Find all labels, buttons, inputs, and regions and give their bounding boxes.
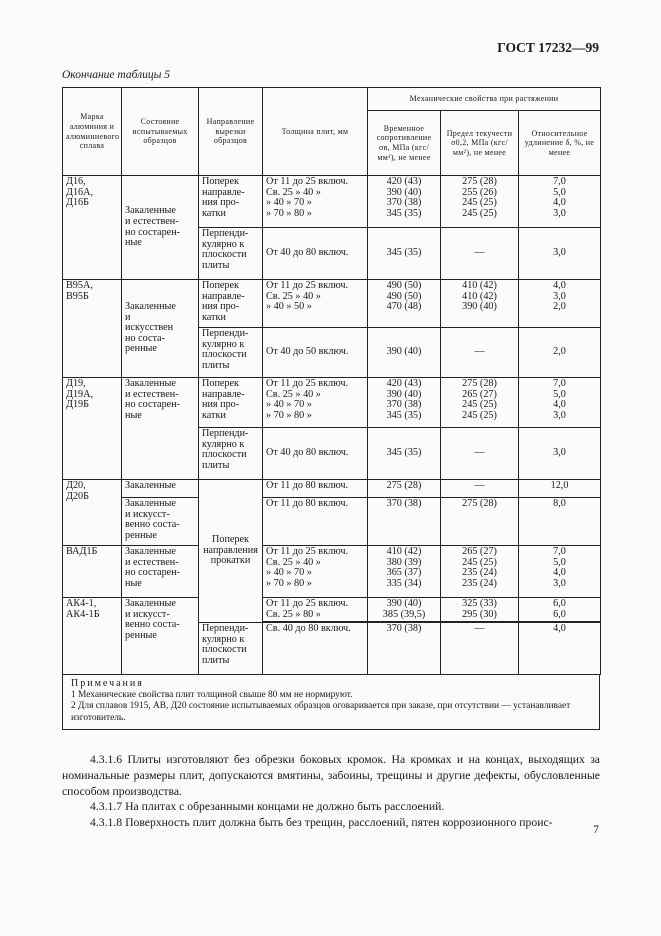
yield-cell: [441, 623, 519, 675]
thickness-cell: [263, 378, 368, 428]
header-yield: Предел текучести σ0,2, МПа (кгс/мм²), не менее: [441, 111, 519, 176]
state-cell: [122, 378, 199, 480]
cell-line: венно соста-: [125, 519, 180, 531]
thickness-cell: [263, 228, 368, 280]
cell-line: и естествен-: [125, 388, 179, 400]
cell-line: 410 (42): [462, 280, 497, 291]
cell-line: В95А,: [66, 280, 93, 291]
elongation-cell: [519, 623, 601, 675]
cell-line: 12,0: [550, 480, 569, 491]
cell-line: От 11 до 25 включ.: [266, 378, 349, 389]
thickness-cell: [263, 623, 368, 675]
cell-line: 275 (28): [462, 176, 497, 187]
cell-line: ренные: [125, 629, 157, 641]
tensile-cell: [368, 328, 441, 378]
cell-line: Поперек: [202, 280, 239, 291]
direction-cell: [199, 280, 263, 328]
cell-line: АК4-1,: [66, 598, 97, 609]
cell-line: Поперек: [202, 176, 239, 187]
direction-cell: [199, 480, 263, 623]
cell-line: От 40 до 50 включ.: [266, 346, 349, 358]
thickness-cell: [263, 328, 368, 378]
cell-line: 365 (37): [386, 567, 422, 579]
cell-line: » 70 » 80 »: [266, 207, 312, 219]
cell-line: 3,0: [553, 290, 566, 302]
cell-line: » 40 » 50 »: [266, 301, 312, 313]
cell-line: кулярно к: [202, 238, 245, 250]
cell-line: Закаленные: [125, 598, 176, 609]
cell-line: 245 (25): [462, 197, 497, 209]
elongation-cell: [519, 598, 601, 622]
cell-line: Св. 25 » 40 »: [266, 290, 321, 302]
cell-line: 275 (28): [386, 480, 422, 491]
header-state: Состояние испытываемых образцов: [122, 88, 199, 176]
cell-line: Перпенди-: [202, 623, 249, 635]
cell-line: ные: [125, 577, 142, 589]
yield-cell: [441, 328, 519, 378]
cell-line: В95Б: [66, 290, 89, 302]
cell-line: искусствен: [125, 322, 174, 334]
tensile-cell: [368, 228, 441, 280]
cell-line: АК4-1Б: [66, 608, 100, 620]
cell-line: От 11 до 80 включ.: [266, 498, 349, 509]
cell-line: » 40 » 70 »: [266, 567, 312, 579]
cell-line: 335 (34): [386, 577, 422, 589]
direction-cell: [199, 378, 263, 428]
cell-line: 7,0: [553, 176, 566, 187]
cell-line: Св. 25 » 40 »: [266, 556, 321, 568]
cell-line: плоскости: [202, 249, 247, 261]
document-code: ГОСТ 17232—99: [497, 40, 599, 55]
thickness-cell: [263, 598, 368, 622]
cell-line: кулярно к: [202, 338, 245, 350]
header-direction: Направление вырезки образцов: [199, 88, 263, 176]
cell-line: От 40 до 80 включ.: [266, 447, 349, 459]
cell-line: 4,0: [553, 623, 566, 635]
table-row: [63, 176, 601, 228]
grade-cell: [63, 176, 122, 280]
cell-line: Св. 25 » 40 »: [266, 388, 321, 400]
table-row: [63, 546, 601, 598]
tensile-cell: [368, 623, 441, 675]
cell-line: катки: [202, 409, 226, 421]
cell-line: » 70 » 80 »: [266, 577, 312, 589]
cell-line: 4,0: [553, 280, 566, 291]
cell-line: но состарен-: [125, 226, 181, 238]
header-grade: Марка алюминия и алюминиевого сплава: [63, 88, 122, 176]
body-text: [62, 752, 600, 831]
cell-line: 345 (35): [386, 447, 422, 459]
cell-line: 3,0: [553, 577, 566, 589]
cell-line: 490 (50): [386, 290, 422, 302]
yield-cell: [441, 378, 519, 428]
elongation-cell: [519, 228, 601, 280]
table-row: [63, 480, 601, 498]
cell-line: 3,0: [553, 409, 566, 421]
cell-line: 2,0: [553, 346, 566, 358]
thickness-cell: [263, 480, 368, 498]
cell-line: ные: [125, 409, 142, 421]
cell-line: —: [474, 447, 485, 459]
cell-line: 265 (27): [462, 388, 497, 400]
cell-line: плиты: [202, 654, 230, 666]
cell-line: и естествен-: [125, 215, 179, 227]
cell-line: направле-: [202, 388, 245, 400]
cell-line: ния про-: [202, 399, 240, 411]
tensile-cell: [368, 176, 441, 228]
paragraph-4-3-1-7: 4.3.1.7 На плитах с обрезанными концами не должно быть расслоений.: [90, 800, 445, 814]
yield-cell: [441, 228, 519, 280]
tensile-cell: [368, 280, 441, 328]
cell-line: 235 (24): [462, 577, 497, 589]
tensile-cell: [368, 598, 441, 622]
cell-line: прокатки: [210, 555, 251, 567]
direction-cell: [199, 228, 263, 280]
grade-cell: [63, 480, 122, 546]
cell-line: 390 (40): [386, 186, 422, 198]
cell-line: Св. 40 до 80 включ.: [266, 623, 351, 635]
cell-line: плиты: [202, 359, 230, 371]
cell-line: 7,0: [553, 546, 566, 557]
paragraph-4-3-1-8: 4.3.1.8 Поверхность плит должна быть без трещин, расслоений, пятен коррозионного проис-: [90, 816, 553, 830]
cell-line: Д19А,: [66, 388, 94, 400]
cell-line: 3,0: [553, 247, 566, 259]
cell-line: » 40 » 70 »: [266, 197, 312, 209]
cell-line: Закаленные: [125, 378, 176, 389]
tensile-cell: [368, 378, 441, 428]
cell-line: но состарен-: [125, 399, 181, 411]
grade-cell: [63, 598, 122, 675]
grade-cell: [63, 280, 122, 378]
cell-line: 370 (38): [386, 399, 422, 411]
cell-line: кулярно к: [202, 438, 245, 450]
cell-line: направления: [203, 544, 258, 556]
tensile-cell: [368, 498, 441, 546]
yield-cell: [441, 480, 519, 498]
cell-line: От 40 до 80 включ.: [266, 247, 349, 259]
notes-title: Примечания: [71, 678, 144, 690]
cell-line: 345 (35): [386, 247, 422, 259]
grade-cell: [63, 378, 122, 480]
cell-line: ния про-: [202, 301, 240, 313]
cell-line: 325 (33): [462, 598, 497, 609]
cell-line: 4,0: [553, 197, 566, 209]
cell-line: 245 (25): [462, 409, 497, 421]
cell-line: Д19Б: [66, 399, 89, 411]
tensile-cell: [368, 428, 441, 480]
cell-line: 245 (25): [462, 399, 497, 411]
cell-line: катки: [202, 311, 226, 323]
cell-line: 265 (27): [462, 546, 497, 557]
state-cell: [122, 598, 199, 675]
tensile-cell: [368, 546, 441, 598]
state-cell: [122, 280, 199, 378]
elongation-cell: [519, 378, 601, 428]
table-row: [63, 280, 601, 328]
cell-line: —: [474, 247, 485, 259]
cell-line: но соста-: [125, 332, 165, 344]
cell-line: 390 (40): [462, 301, 497, 313]
cell-line: ВАД1Б: [66, 546, 98, 557]
cell-line: 3,0: [553, 207, 566, 219]
page-number: 7: [593, 824, 599, 836]
header-thickness: Толщина плит, мм: [263, 88, 368, 176]
cell-line: От 11 до 25 включ.: [266, 598, 349, 609]
cell-line: Д20,: [66, 480, 86, 491]
cell-line: 385 (39,5): [382, 608, 426, 620]
cell-line: 4,0: [553, 567, 566, 579]
cell-line: Св. 25 » 40 »: [266, 186, 321, 198]
cell-line: » 70 » 80 »: [266, 409, 312, 421]
cell-line: и естествен-: [125, 556, 179, 568]
direction-cell: [199, 428, 263, 480]
cell-line: 420 (43): [386, 378, 422, 389]
yield-cell: [441, 280, 519, 328]
cell-line: плиты: [202, 259, 230, 271]
cell-line: Перпенди-: [202, 428, 249, 439]
cell-line: плоскости: [202, 644, 247, 656]
state-cell: [122, 546, 199, 598]
cell-line: 390 (40): [386, 598, 422, 609]
cell-line: направле-: [202, 290, 245, 302]
yield-cell: [441, 428, 519, 480]
cell-line: 5,0: [553, 556, 566, 568]
yield-cell: [441, 598, 519, 622]
elongation-cell: [519, 176, 601, 228]
table-caption: Окончание таблицы 5: [62, 69, 170, 81]
cell-line: катки: [202, 207, 226, 219]
cell-line: и искусст-: [125, 508, 170, 520]
cell-line: Д19,: [66, 378, 86, 389]
cell-line: но состарен-: [125, 567, 181, 579]
cell-line: Перпенди-: [202, 228, 249, 239]
state-cell: [122, 498, 199, 546]
cell-line: и: [125, 311, 131, 323]
cell-line: 370 (38): [386, 197, 422, 209]
cell-line: ния про-: [202, 197, 240, 209]
elongation-cell: [519, 428, 601, 480]
cell-line: 390 (40): [386, 388, 422, 400]
cell-line: Закаленные: [125, 205, 176, 217]
cell-line: 255 (26): [462, 186, 497, 198]
cell-line: Св. 25 » 80 »: [266, 608, 321, 620]
table-row: [63, 378, 601, 428]
cell-line: » 40 » 70 »: [266, 399, 312, 411]
cell-line: ренные: [125, 343, 157, 355]
cell-line: Д20Б: [66, 490, 89, 502]
state-cell: [122, 176, 199, 280]
cell-line: 275 (28): [462, 498, 497, 509]
header-mech-group: Механические свойства при растяжении: [368, 88, 601, 111]
cell-line: Закаленные: [125, 498, 176, 509]
cell-line: и искусст-: [125, 608, 170, 620]
cell-line: 470 (48): [386, 301, 422, 313]
header-tensile: Временное сопротивление σв, МПа (кгс/мм²), не менее: [368, 111, 441, 176]
elongation-cell: [519, 546, 601, 598]
cell-line: 420 (43): [386, 176, 422, 187]
cell-line: От 11 до 25 включ.: [266, 176, 349, 187]
cell-line: Закаленные: [125, 546, 176, 557]
cell-line: —: [474, 346, 485, 358]
direction-cell: [199, 328, 263, 378]
cell-line: 345 (35): [386, 207, 422, 219]
direction-cell: [199, 623, 263, 675]
cell-line: направле-: [202, 186, 245, 198]
cell-line: 275 (28): [462, 378, 497, 389]
table-notes: [62, 675, 600, 729]
cell-line: 235 (24): [462, 567, 497, 579]
thickness-cell: [263, 176, 368, 228]
grade-cell: [63, 546, 122, 598]
cell-line: От 11 до 25 включ.: [266, 546, 349, 557]
cell-line: От 11 до 25 включ.: [266, 280, 349, 291]
cell-line: 5,0: [553, 186, 566, 198]
tensile-cell: [368, 480, 441, 498]
cell-line: 245 (25): [462, 556, 497, 568]
paragraph-4-3-1-6: 4.3.1.6 Плиты изготовляют без обрезки боковых кромок. На кромках и на концах, выходящих за номинальные размеры плит, допускаются вмятины, забоины, трещины и другие дефекты, обусловленные способом производства.: [62, 753, 600, 798]
elongation-cell: [519, 480, 601, 498]
cell-line: 7,0: [553, 378, 566, 389]
table-row: [63, 498, 601, 546]
properties-table-wrap: [62, 87, 600, 730]
direction-cell: [199, 176, 263, 228]
cell-line: 410 (42): [386, 546, 422, 557]
thickness-cell: [263, 280, 368, 328]
note-item: 1 Механические свойства плит толщиной свыше 80 мм не нормируют.: [71, 689, 353, 700]
properties-table: [62, 87, 601, 675]
header-elongation: Относительное удлинение δ, %, не менее: [519, 111, 601, 176]
cell-line: —: [474, 623, 485, 635]
cell-line: кулярно к: [202, 633, 245, 645]
state-cell: [122, 480, 199, 498]
elongation-cell: [519, 328, 601, 378]
cell-line: Закаленные: [125, 480, 176, 491]
cell-line: плоскости: [202, 449, 247, 461]
cell-line: От 11 до 80 включ.: [266, 480, 349, 491]
cell-line: Закаленные: [125, 301, 176, 313]
cell-line: ные: [125, 237, 142, 249]
cell-line: 8,0: [553, 498, 566, 509]
thickness-cell: [263, 428, 368, 480]
cell-line: Д16,: [66, 176, 86, 187]
cell-line: 3,0: [553, 447, 566, 459]
cell-line: 245 (25): [462, 207, 497, 219]
cell-line: 295 (30): [462, 608, 497, 620]
cell-line: Перпенди-: [202, 328, 249, 339]
cell-line: 390 (40): [386, 346, 422, 358]
cell-line: 410 (42): [462, 290, 497, 302]
cell-line: Поперек: [202, 378, 239, 389]
thickness-cell: [263, 546, 368, 598]
cell-line: Д16Б: [66, 197, 89, 209]
thickness-cell: [263, 498, 368, 546]
cell-line: 6,0: [553, 608, 566, 620]
cell-line: 2,0: [553, 301, 566, 313]
cell-line: плиты: [202, 459, 230, 471]
elongation-cell: [519, 498, 601, 546]
cell-line: 370 (38): [386, 498, 422, 509]
yield-cell: [441, 176, 519, 228]
cell-line: 490 (50): [386, 280, 422, 291]
cell-line: 370 (38): [386, 623, 422, 635]
cell-line: 6,0: [553, 598, 566, 609]
cell-line: Поперек: [212, 534, 249, 546]
note-item: 2 Для сплавов 1915, АВ, Д20 состояние испытываемых образцов оговаривается при заказе, при отсутствии — устанавливает изготовитель.: [71, 701, 571, 723]
cell-line: 5,0: [553, 388, 566, 400]
cell-line: ренные: [125, 529, 157, 541]
yield-cell: [441, 546, 519, 598]
cell-line: 4,0: [553, 399, 566, 411]
cell-line: Д16А,: [66, 186, 94, 198]
cell-line: плоскости: [202, 349, 247, 361]
cell-line: 380 (39): [386, 556, 422, 568]
cell-line: 345 (35): [386, 409, 422, 421]
cell-line: венно соста-: [125, 619, 180, 631]
cell-line: —: [474, 480, 485, 491]
table-row: [63, 598, 601, 622]
elongation-cell: [519, 280, 601, 328]
yield-cell: [441, 498, 519, 546]
